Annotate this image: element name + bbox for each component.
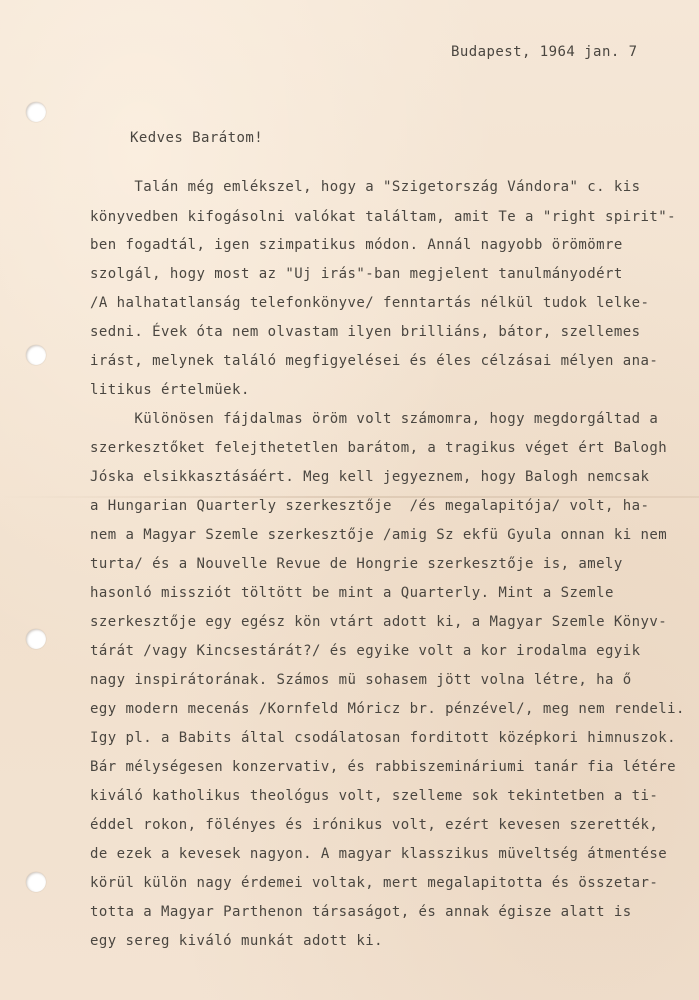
- punch-hole-icon: [26, 345, 46, 365]
- body-line: litikus értelmüek.: [90, 382, 250, 398]
- body-line: éddel rokon, fölényes és irónikus volt, ezért kevesen szerették,: [90, 817, 659, 833]
- body-line: szerkesztőket felejthetetlen barátom, a tragikus véget ért Balogh: [90, 440, 668, 456]
- body-line: turta/ és a Nouvelle Revue de Hongrie szerkesztője is, amely: [90, 556, 623, 572]
- body-line: tárát /vagy Kincsestárát?/ és egyike volt a kor irodalma egyik: [90, 643, 641, 659]
- body-line: hasonló missziót töltött be mint a Quarterly. Mint a Szemle: [90, 585, 614, 601]
- body-line: könyvedben kifogásolni valókat találtam, amit Te a "right spirit"-: [90, 209, 676, 225]
- punch-hole-icon: [26, 872, 46, 892]
- body-line: szerkesztője egy egész kön vtárt adott ki, a Magyar Szemle Könyv-: [90, 614, 668, 630]
- body-line: Igy pl. a Babits által csodálatosan forditott középkori himnuszok.: [90, 730, 676, 746]
- body-line: irást, melynek találó megfigyelései és éles célzásai mélyen ana-: [90, 353, 659, 369]
- body-line: Bár mélységesen konzervativ, és rabbiszemináriumi tanár fia létére: [90, 759, 676, 775]
- body-line: Talán még emlékszel, hogy a "Szigetország Vándora" c. kis: [90, 179, 641, 195]
- body-line: körül külön nagy érdemei voltak, mert megalapitotta és összetar-: [90, 875, 659, 891]
- body-line: ben fogadtál, igen szimpatikus módon. Annál nagyobb örömömre: [90, 237, 623, 253]
- body-line: egy sereg kiváló munkát adott ki.: [90, 933, 383, 949]
- punch-hole-icon: [26, 102, 46, 122]
- body-line: kiváló katholikus theológus volt, szelleme sok tekintetben a ti-: [90, 788, 659, 804]
- body-line: sedni. Évek óta nem olvastam ilyen brilliáns, bátor, szellemes: [90, 324, 641, 340]
- body-line: Különösen fájdalmas öröm volt számomra, hogy megdorgáltad a: [90, 411, 659, 427]
- letter-dateline: Budapest, 1964 jan. 7: [451, 44, 638, 60]
- body-line: nagy inspirátorának. Számos mü sohasem jött volna létre, ha ő: [90, 672, 632, 688]
- body-line: /A halhatatlanság telefonkönyve/ fenntartás nélkül tudok lelke-: [90, 295, 650, 311]
- punch-hole-icon: [26, 629, 46, 649]
- letter-salutation: Kedves Barátom!: [130, 130, 264, 146]
- body-line: de ezek a kevesek nagyon. A magyar klasszikus müveltség átmentése: [90, 846, 668, 862]
- body-line: Jóska elsikkasztásáért. Meg kell jegyeznem, hogy Balogh nemcsak: [90, 469, 650, 485]
- body-line: totta a Magyar Parthenon társaságot, és annak égisze alatt is: [90, 904, 632, 920]
- body-line: egy modern mecenás /Kornfeld Móricz br. pénzével/, meg nem rendeli.: [90, 701, 685, 717]
- body-line: a Hungarian Quarterly szerkesztője /és megalapitója/ volt, ha-: [90, 498, 650, 514]
- body-line: nem a Magyar Szemle szerkesztője /amig Sz ekfü Gyula onnan ki nem: [90, 527, 668, 543]
- body-line: szolgál, hogy most az "Uj irás"-ban megjelent tanulmányodért: [90, 266, 623, 282]
